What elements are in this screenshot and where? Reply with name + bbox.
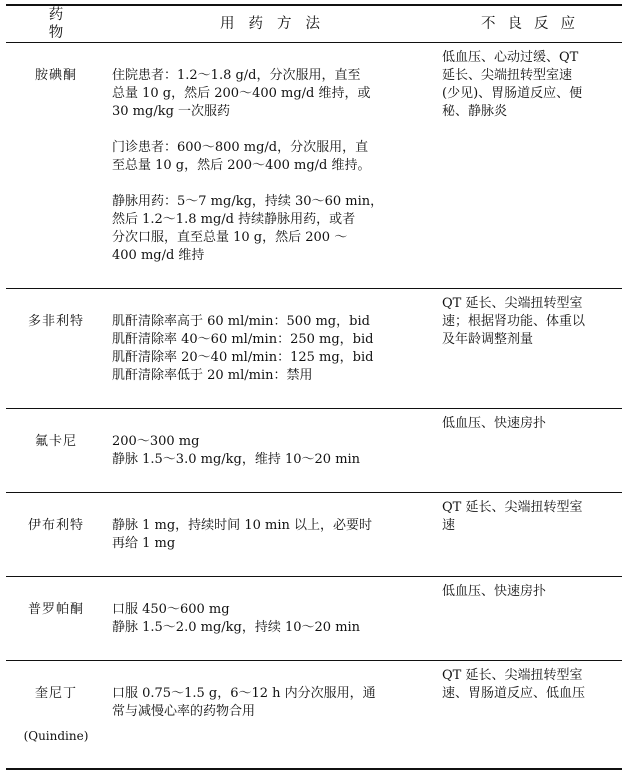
drug-name: 奎尼丁 xyxy=(34,686,77,701)
usage-text: 口服 0.75～1.5 g，6～12 h 内分次服用，通 常与减慢心率的药物合用 xyxy=(112,686,376,719)
adverse-cell: 低血压、快速房扑 xyxy=(434,577,622,661)
drug-english-name: (Quindine) xyxy=(23,729,89,743)
usage-text: 肌酐清除率高于 60 ml/min：500 mg，bid 肌酐清除率 40～60 ml/min：250 mg，bid 肌酐清除率 20～40 ml/min：125 mg，bid 肌酐清除率低于 20 ml/min：禁用 xyxy=(112,314,374,383)
drug-cell xyxy=(6,577,106,661)
drug-name: 普罗帕酮 xyxy=(27,602,84,617)
usage-text: 口服 450～600 mg 静脉 1.5～2.0 mg/kg，持续 10～20 min xyxy=(112,602,361,635)
table-row xyxy=(6,289,622,409)
usage-cell xyxy=(106,661,434,770)
adverse-cell: 低血压、快速房扑 xyxy=(434,409,622,493)
header-drug: 药物 xyxy=(6,5,106,43)
drug-name: 伊布利特 xyxy=(27,518,84,533)
table-row xyxy=(6,409,622,493)
drug-name: 胺碘酮 xyxy=(34,68,77,83)
header-usage: 用药方法 xyxy=(106,5,434,43)
table-row xyxy=(6,493,622,577)
header-adverse: 不良反应 xyxy=(434,5,622,43)
table-header xyxy=(6,5,622,43)
usage-text: 门诊患者：600～800 mg/d，分次服用，直 至总量 10 g，然后 200～400 mg/d 维持。 xyxy=(112,140,371,173)
adverse-cell: QT 延长、尖端扭转型室 速、胃肠道反应、低血压 xyxy=(434,661,622,770)
usage-cell xyxy=(106,43,434,289)
usage-text: 静脉用药：5～7 mg/kg，持续 30～60 min， 然后 1.2～1.8 mg/d 持续静脉用药，或者 分次口服，直至总量 10 g，然后 200 ～ 400 mg/d 维持 xyxy=(112,194,384,263)
adverse-cell: QT 延长、尖端扭转型室 速；根据肾功能、体重以 及年龄调整剂量 xyxy=(434,289,622,409)
drug-cell xyxy=(6,43,106,289)
table-row xyxy=(6,43,622,289)
table-body xyxy=(6,43,622,770)
usage-cell xyxy=(106,289,434,409)
table-row xyxy=(6,577,622,661)
drug-cell xyxy=(6,661,106,770)
drug-name: 氟卡尼 xyxy=(34,434,77,449)
table-row xyxy=(6,661,622,770)
drug-table xyxy=(6,4,622,770)
usage-text: 静脉 1 mg，持续时间 10 min 以上，必要时 再给 1 mg xyxy=(112,518,372,551)
usage-cell xyxy=(106,409,434,493)
usage-cell xyxy=(106,577,434,661)
usage-text: 住院患者：1.2～1.8 g/d，分次服用，直至 总量 10 g，然后 200～400 mg/d 维持，或 30 mg/kg 一次服药 xyxy=(112,68,371,119)
drug-cell xyxy=(6,289,106,409)
drug-cell xyxy=(6,409,106,493)
drug-cell xyxy=(6,493,106,577)
adverse-cell: 低血压、心动过缓、QT 延长、尖端扭转型室速 (少见)、胃肠道反应、便 秘、静脉炎 xyxy=(434,43,622,289)
usage-text: 200～300 mg 静脉 1.5～3.0 mg/kg，维持 10～20 min xyxy=(112,434,361,467)
drug-name: 多非利特 xyxy=(27,314,84,329)
adverse-cell: QT 延长、尖端扭转型室 速 xyxy=(434,493,622,577)
header-row xyxy=(6,5,622,43)
usage-cell xyxy=(106,493,434,577)
